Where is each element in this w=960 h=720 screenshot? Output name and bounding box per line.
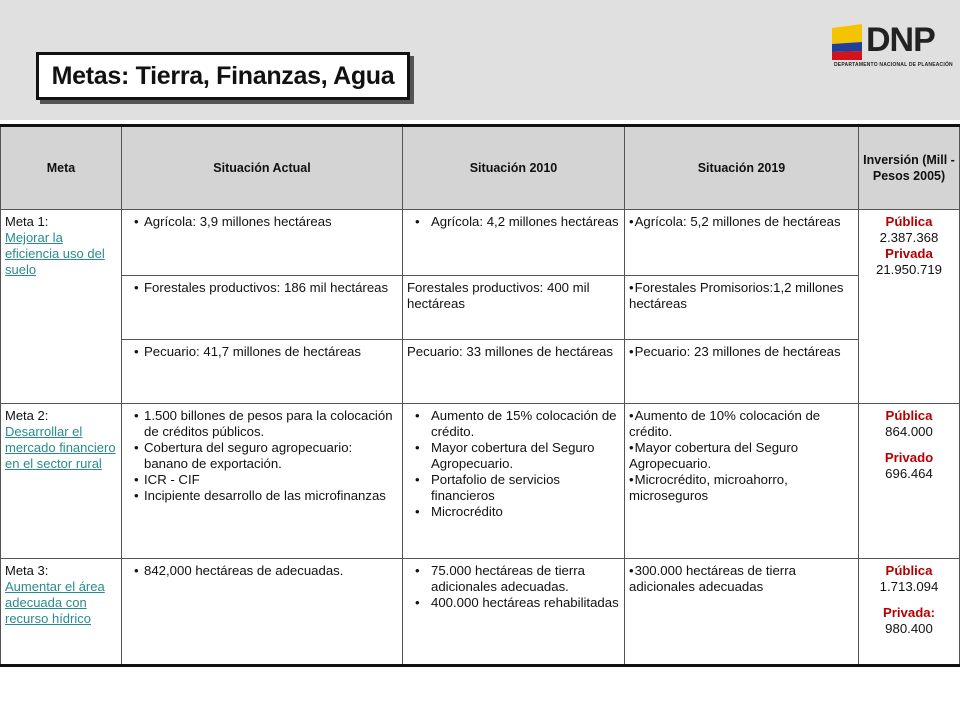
col-header-meta: Meta	[1, 126, 122, 210]
meta1-2010-1	[403, 210, 625, 276]
inv-label: Privado	[884, 450, 934, 465]
meta1-2019-1	[625, 210, 859, 276]
col-header-2010: Situación 2010	[403, 126, 625, 210]
meta1-2019-2	[625, 276, 859, 340]
table-row	[1, 276, 960, 340]
meta3-inversion	[859, 559, 960, 666]
logo-subtitle: DEPARTAMENTO NACIONAL DE PLANEACIÓN	[834, 62, 953, 68]
meta1-inversion	[859, 210, 960, 404]
colombia-flag-icon	[832, 24, 862, 60]
table-row	[1, 404, 960, 559]
list-item: • Forestales Promisorios:1,2 millones hectáreas	[629, 280, 854, 312]
inv-value: 864.000	[885, 424, 933, 439]
list-item: • Agrícola: 5,2 millones de hectáreas	[629, 214, 854, 230]
list-item: • Aumento de 15% colocación de crédito.	[417, 408, 620, 440]
list-item: • 75.000 hectáreas de tierra adicionales adecuadas.	[417, 563, 620, 595]
meta1-actual-2	[122, 276, 403, 340]
list-item: • ICR - CIF	[136, 472, 398, 488]
meta2-actual	[122, 404, 403, 559]
meta3-2010	[403, 559, 625, 666]
inv-label: Pública	[885, 563, 933, 578]
meta3-2019	[625, 559, 859, 666]
meta1-2019-3	[625, 340, 859, 404]
table-row	[1, 210, 960, 276]
list-item: • Mayor cobertura del Seguro Agropecuario.	[417, 440, 620, 472]
list-item: • Pecuario: 23 millones de hectáreas	[629, 344, 854, 360]
table-row	[1, 340, 960, 404]
list-item: • 1.500 billones de pesos para la colocación de créditos públicos.	[136, 408, 398, 440]
inv-label: Pública	[885, 408, 933, 423]
inv-value: 1.713.094	[879, 579, 939, 594]
meta3-label: Meta 3:	[5, 563, 49, 578]
meta3-cell	[1, 559, 122, 666]
list-item: • Microcrédito	[417, 504, 620, 520]
meta2-label: Meta 2:	[5, 408, 49, 423]
meta2-2019	[625, 404, 859, 559]
slide-title: Metas: Tierra, Finanzas, Agua	[51, 61, 395, 90]
meta1-cell	[1, 210, 122, 404]
table-header-row	[1, 126, 960, 210]
meta3-actual	[122, 559, 403, 666]
list-item: • Agrícola: 4,2 millones hectáreas	[417, 214, 620, 230]
list-item: • Aumento de 10% colocación de crédito.	[629, 408, 854, 440]
inv-label: Privada:	[882, 605, 936, 620]
list-item: • Portafolio de servicios financieros	[417, 472, 620, 504]
inv-value: 21.950.719	[875, 262, 942, 277]
list-item: • 300.000 hectáreas de tierra adicionales adecuadas	[629, 563, 854, 595]
meta2-cell	[1, 404, 122, 559]
list-item: • Mayor cobertura del Seguro Agropecuario.	[629, 440, 854, 472]
inv-value: 2.387.368	[879, 230, 939, 245]
meta2-link[interactable]: Desarrollar el mercado financiero en el sector rural	[5, 424, 116, 471]
slide-title-box	[36, 52, 410, 100]
col-header-actual: Situación Actual	[122, 126, 403, 210]
meta1-2010-3	[403, 340, 625, 404]
list-item: • Cobertura del seguro agropecuario: banano de exportación.	[136, 440, 398, 472]
meta3-link[interactable]: Aumentar el área adecuada con recurso hídrico	[5, 579, 105, 626]
dnp-logo	[832, 20, 952, 66]
meta1-actual-3	[122, 340, 403, 404]
plain-text: Forestales productivos: 400 mil hectáreas	[407, 280, 590, 311]
list-item: • 400.000 hectáreas rehabilitadas	[417, 595, 620, 611]
list-item: • Microcrédito, microahorro, microseguros	[629, 472, 854, 504]
table-row	[1, 559, 960, 666]
list-item: • Incipiente desarrollo de las microfinanzas	[136, 488, 398, 504]
meta1-link[interactable]: Mejorar la eficiencia uso del suelo	[5, 230, 105, 277]
logo-text: DNP	[866, 21, 935, 59]
inv-value: 980.400	[885, 621, 933, 636]
meta1-actual-1	[122, 210, 403, 276]
meta1-label: Meta 1:	[5, 214, 49, 229]
list-item: • Forestales productivos: 186 mil hectáreas	[136, 280, 398, 296]
meta1-2010-2	[403, 276, 625, 340]
col-header-inversion: Inversión (Mill - Pesos 2005)	[859, 126, 960, 210]
meta2-2010	[403, 404, 625, 559]
col-header-2019: Situación 2019	[625, 126, 859, 210]
meta2-inversion	[859, 404, 960, 559]
inv-label: Privada	[885, 246, 933, 261]
list-item: • Agrícola: 3,9 millones hectáreas	[136, 214, 398, 230]
plain-text: Pecuario: 33 millones de hectáreas	[407, 344, 613, 359]
list-item: • 842,000 hectáreas de adecuadas.	[136, 563, 398, 579]
inv-label: Pública	[885, 214, 933, 229]
inv-value: 696.464	[885, 466, 933, 481]
list-item: • Pecuario: 41,7 millones de hectáreas	[136, 344, 398, 360]
goals-table	[0, 124, 960, 667]
